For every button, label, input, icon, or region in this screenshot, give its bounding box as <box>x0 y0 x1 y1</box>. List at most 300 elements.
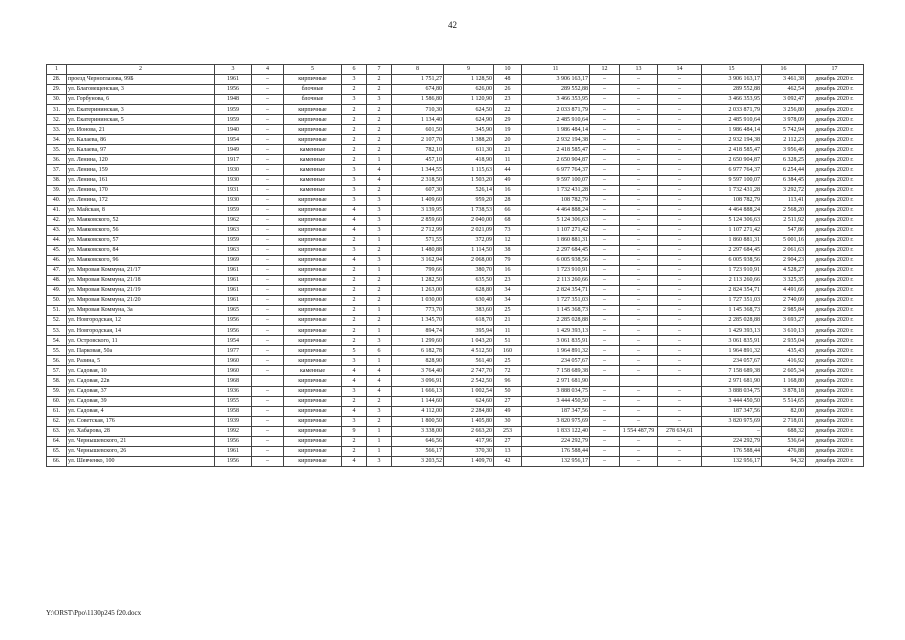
table-cell: 3 203,52 <box>392 456 444 466</box>
table-cell: – <box>620 205 658 215</box>
table-cell: декабрь 2020 г. <box>806 255 864 265</box>
table-cell: декабрь 2020 г. <box>806 215 864 225</box>
table-cell: 3 <box>367 225 392 235</box>
table-cell: 626,00 <box>444 85 494 95</box>
table-cell: 57. <box>47 366 67 376</box>
table-cell: – <box>590 75 620 85</box>
table-cell: декабрь 2020 г. <box>806 125 864 135</box>
table-cell: декабрь 2020 г. <box>806 175 864 185</box>
table-cell: 82,00 <box>762 406 806 416</box>
table-cell: 1954 <box>215 336 252 346</box>
table-cell: – <box>590 215 620 225</box>
table-cell: 2 <box>342 336 367 346</box>
table-cell: 1954 <box>215 135 252 145</box>
table-cell: 108 782,79 <box>522 195 590 205</box>
table-cell: 894,74 <box>392 326 444 336</box>
table-cell: 1 030,00 <box>392 296 444 306</box>
table-cell: ул. Садовая, 37 <box>67 386 215 396</box>
table-cell: – <box>620 95 658 105</box>
table-cell: 1 <box>367 436 392 446</box>
table-cell: 51. <box>47 306 67 316</box>
table-cell: 1963 <box>215 245 252 255</box>
table-cell: – <box>658 175 702 185</box>
table-cell: 96 <box>494 376 522 386</box>
table-cell: 1 <box>367 426 392 436</box>
table-cell: 289 552,88 <box>702 85 762 95</box>
table-cell: 2 <box>367 85 392 95</box>
table-cell: 40. <box>47 195 67 205</box>
table-cell: 63. <box>47 426 67 436</box>
table-cell: 2 <box>342 446 367 456</box>
table-cell: 457,10 <box>392 155 444 165</box>
table-cell: – <box>658 225 702 235</box>
table-cell: 1930 <box>215 165 252 175</box>
table-cell: 1 <box>367 306 392 316</box>
table-cell: – <box>658 406 702 416</box>
table-row <box>47 386 864 396</box>
column-header-6: 6 <box>342 65 367 75</box>
table-cell: 47. <box>47 265 67 275</box>
table-cell: 3 <box>367 336 392 346</box>
table-cell: 6 977 764,37 <box>702 165 762 175</box>
table-cell: – <box>620 185 658 195</box>
table-cell: декабрь 2020 г. <box>806 135 864 145</box>
table-cell: 3 906 163,17 <box>702 75 762 85</box>
table-cell: 1977 <box>215 346 252 356</box>
table-cell: 1 751,27 <box>392 75 444 85</box>
table-cell: кирпичные <box>284 265 342 275</box>
table-cell: 1 480,88 <box>392 245 444 255</box>
table-cell: декабрь 2020 г. <box>806 75 864 85</box>
table-cell: кирпичные <box>284 446 342 456</box>
table-cell <box>252 376 284 386</box>
table-cell: 1 <box>367 155 392 165</box>
table-cell: 2 <box>367 185 392 195</box>
table-cell: 1 388,20 <box>444 135 494 145</box>
table-cell: 4 512,50 <box>444 346 494 356</box>
table-cell: 2 <box>367 115 392 125</box>
table-cell: – <box>620 225 658 235</box>
table-cell: 1 345,70 <box>392 316 444 326</box>
table-cell: проезд Черноглазова, 99Б <box>67 75 215 85</box>
table-cell: 6 977 764,37 <box>522 165 590 175</box>
table-cell: 11 <box>494 326 522 336</box>
table-cell: 601,50 <box>392 125 444 135</box>
table-cell: 28. <box>47 75 67 85</box>
table-cell: 49 <box>494 406 522 416</box>
column-header-9: 9 <box>444 65 494 75</box>
table-cell: – <box>252 225 284 235</box>
table-cell: – <box>590 446 620 456</box>
table-cell: – <box>252 175 284 185</box>
table-cell: 65. <box>47 446 67 456</box>
table-cell: декабрь 2020 г. <box>806 145 864 155</box>
table-cell: – <box>658 306 702 316</box>
table-cell: 26 <box>494 85 522 95</box>
table-cell: – <box>252 426 284 436</box>
table-cell: 5 001,16 <box>762 235 806 245</box>
table-cell: ул. Маяковского, 96 <box>67 255 215 265</box>
table-cell: 1 134,40 <box>392 115 444 125</box>
table-cell: 1956 <box>215 316 252 326</box>
table-cell: 1 107 271,42 <box>522 225 590 235</box>
table-cell: 1 114,50 <box>444 245 494 255</box>
table-cell: 1931 <box>215 185 252 195</box>
table-cell: кирпичные <box>284 215 342 225</box>
table-cell: ул. Советская, 176 <box>67 416 215 426</box>
table-cell: 1 738,53 <box>444 205 494 215</box>
table-cell: каменные <box>284 185 342 195</box>
table-cell: 3 878,18 <box>762 386 806 396</box>
table-cell: 31. <box>47 105 67 115</box>
table-cell: 628,80 <box>444 286 494 296</box>
table-cell: 1 429 393,13 <box>702 326 762 336</box>
table-cell: 3 444 450,50 <box>702 396 762 406</box>
table-cell: – <box>658 296 702 306</box>
table-cell: 9 597 100,07 <box>702 175 762 185</box>
table-cell: – <box>252 135 284 145</box>
table-cell: – <box>590 165 620 175</box>
table-cell: 176 588,44 <box>702 446 762 456</box>
table-cell: – <box>590 125 620 135</box>
table-cell: 3 292,72 <box>762 185 806 195</box>
table-cell: ул. Калаева, 97 <box>67 145 215 155</box>
table-cell: 526,14 <box>444 185 494 195</box>
table-cell: 6 328,25 <box>762 155 806 165</box>
table-cell: – <box>252 265 284 275</box>
table-cell <box>590 376 620 386</box>
table-cell: 3 256,80 <box>762 105 806 115</box>
table-cell: 1961 <box>215 296 252 306</box>
table-cell: 2 <box>342 85 367 95</box>
table-cell: 64. <box>47 436 67 446</box>
table-cell: 3 <box>367 95 392 105</box>
table-cell: 1 043,20 <box>444 336 494 346</box>
table-cell: – <box>252 416 284 426</box>
table-cell: – <box>590 406 620 416</box>
table-cell: 60. <box>47 396 67 406</box>
table-cell: 66. <box>47 456 67 466</box>
table-cell: декабрь 2020 г. <box>806 115 864 125</box>
table-cell: 28 <box>494 195 522 205</box>
table-cell: 3 <box>367 195 392 205</box>
table-cell: 5 124 306,63 <box>522 215 590 225</box>
table-cell: 29 <box>494 115 522 125</box>
table-cell: 2 112,23 <box>762 135 806 145</box>
table-cell: декабрь 2020 г. <box>806 396 864 406</box>
column-header-12: 12 <box>590 65 620 75</box>
table-cell: 3 820 975,69 <box>522 416 590 426</box>
table-cell: 1959 <box>215 115 252 125</box>
table-cell: 3 906 163,17 <box>522 75 590 85</box>
table-cell: 5 <box>342 346 367 356</box>
table-cell: – <box>590 336 620 346</box>
table-cell: 4 <box>342 376 367 386</box>
table-cell: – <box>620 145 658 155</box>
table-row <box>47 225 864 235</box>
table-cell: – <box>252 386 284 396</box>
table-row <box>47 265 864 275</box>
table-cell: 418,90 <box>444 155 494 165</box>
table-cell: 2 418 585,47 <box>702 145 762 155</box>
table-cell: 345,90 <box>444 125 494 135</box>
table-cell: 3 <box>342 195 367 205</box>
table-cell: 35. <box>47 145 67 155</box>
table-cell: 1968 <box>215 376 252 386</box>
table-row <box>47 366 864 376</box>
table-cell: ул. Шевченко, 100 <box>67 456 215 466</box>
table-cell: – <box>252 326 284 336</box>
table-cell: 1960 <box>215 356 252 366</box>
table-cell: 1 800,50 <box>392 416 444 426</box>
table-cell: 1961 <box>215 446 252 456</box>
table-cell: 2 824 354,71 <box>702 286 762 296</box>
table-cell: – <box>590 436 620 446</box>
table-cell: – <box>658 386 702 396</box>
table-cell: 2 <box>342 296 367 306</box>
column-header-7: 7 <box>367 65 392 75</box>
table-cell: 4 <box>367 175 392 185</box>
table-cell: 4 464 888,24 <box>522 205 590 215</box>
table-cell: ул. Хабарова, 28 <box>67 426 215 436</box>
table-row <box>47 85 864 95</box>
table-cell: 56. <box>47 356 67 366</box>
table-cell: – <box>620 406 658 416</box>
table-cell: ул. Мировая Коммуна, 21/19 <box>67 286 215 296</box>
table-cell: 1 503,20 <box>444 175 494 185</box>
column-header-2: 2 <box>67 65 215 75</box>
table-cell: 1956 <box>215 456 252 466</box>
table-row <box>47 115 864 125</box>
table-cell: 6 005 938,56 <box>702 255 762 265</box>
table-cell: – <box>252 125 284 135</box>
table-cell: – <box>252 356 284 366</box>
table-cell: 2 935,04 <box>762 336 806 346</box>
table-cell: 51 <box>494 336 522 346</box>
table-cell: 1965 <box>215 306 252 316</box>
table-cell: 2 718,01 <box>762 416 806 426</box>
table-cell: 2 068,00 <box>444 255 494 265</box>
table-cell: 2 <box>367 125 392 135</box>
table-cell: кирпичные <box>284 316 342 326</box>
table-cell: 2 021,09 <box>444 225 494 235</box>
table-cell: – <box>658 205 702 215</box>
table-cell: кирпичные <box>284 356 342 366</box>
table-row <box>47 296 864 306</box>
table-row <box>47 326 864 336</box>
table-cell: 19 <box>494 125 522 135</box>
table-cell: – <box>590 115 620 125</box>
table-cell: – <box>590 366 620 376</box>
table-cell: – <box>620 446 658 456</box>
table-cell: – <box>620 416 658 426</box>
table-cell: 23 <box>494 275 522 285</box>
table-cell: 1959 <box>215 235 252 245</box>
table-cell: 4 <box>367 366 392 376</box>
table-cell: 1958 <box>215 406 252 416</box>
table-cell: – <box>590 265 620 275</box>
table-cell: 2 <box>367 275 392 285</box>
table-cell: – <box>620 336 658 346</box>
table-cell: 3 466 353,95 <box>522 95 590 105</box>
table-cell: 234 057,67 <box>702 356 762 366</box>
table-cell: 2 <box>342 396 367 406</box>
table-cell: 1 409,60 <box>392 195 444 205</box>
table-cell: 253 <box>494 426 522 436</box>
table-cell: 1955 <box>215 396 252 406</box>
table-row <box>47 446 864 456</box>
table-cell: – <box>620 215 658 225</box>
table-cell: 42 <box>494 456 522 466</box>
table-cell: 278 634,61 <box>658 426 702 436</box>
table-cell: – <box>590 245 620 255</box>
page-number: 42 <box>448 20 457 30</box>
table-cell: 108 782,79 <box>702 195 762 205</box>
table-cell: 607,30 <box>392 185 444 195</box>
table-cell: 3 693,27 <box>762 316 806 326</box>
table-cell: 1963 <box>215 225 252 235</box>
table-cell: 224 292,79 <box>702 436 762 446</box>
table-cell: 6 384,45 <box>762 175 806 185</box>
table-cell: 27 <box>494 396 522 406</box>
table-cell: ул. Майская, 8 <box>67 205 215 215</box>
table-cell: – <box>252 336 284 346</box>
table-cell: 37. <box>47 165 67 175</box>
table-cell: 2 284,80 <box>444 406 494 416</box>
table-cell: – <box>658 346 702 356</box>
column-header-14: 14 <box>658 65 702 75</box>
table-cell: 646,56 <box>392 436 444 446</box>
table-cell: – <box>658 215 702 225</box>
table-cell: 1 115,63 <box>444 165 494 175</box>
table-cell: ул. Ленина, 161 <box>67 175 215 185</box>
table-row <box>47 416 864 426</box>
table-cell: – <box>252 75 284 85</box>
column-header-8: 8 <box>392 65 444 75</box>
table-cell: – <box>590 205 620 215</box>
table-cell: 53. <box>47 326 67 336</box>
table-cell: – <box>252 286 284 296</box>
table-row <box>47 185 864 195</box>
table-cell: 46. <box>47 255 67 265</box>
table-cell: 38 <box>494 245 522 255</box>
table-cell: декабрь 2020 г. <box>806 275 864 285</box>
table-cell: 2 <box>342 125 367 135</box>
column-header-15: 15 <box>702 65 762 75</box>
table-cell: – <box>658 245 702 255</box>
table-cell: ул. Садовая, 10 <box>67 366 215 376</box>
table-cell: кирпичные <box>284 396 342 406</box>
table-cell: – <box>620 85 658 95</box>
table-cell: – <box>252 306 284 316</box>
table-cell: блочные <box>284 85 342 95</box>
table-cell: – <box>252 436 284 446</box>
table-cell: 624,90 <box>444 115 494 125</box>
table-cell: 2 <box>342 275 367 285</box>
table-cell: – <box>620 75 658 85</box>
table-cell: – <box>620 105 658 115</box>
table-cell: 42. <box>47 215 67 225</box>
table-row <box>47 75 864 85</box>
table-cell: декабрь 2020 г. <box>806 306 864 316</box>
table-cell: 4 528,27 <box>762 265 806 275</box>
table-cell: 536,64 <box>762 436 806 446</box>
table-cell: 3 <box>342 245 367 255</box>
table-header <box>47 65 864 75</box>
table-cell: 395,94 <box>444 326 494 336</box>
table-cell: – <box>590 145 620 155</box>
table-cell: 710,30 <box>392 105 444 115</box>
table-cell: 49. <box>47 286 67 296</box>
table-cell: 55. <box>47 346 67 356</box>
table-cell: – <box>658 446 702 456</box>
table-cell: – <box>620 135 658 145</box>
table-cell: кирпичные <box>284 306 342 316</box>
table-cell: 1 344,55 <box>392 165 444 175</box>
table-cell: – <box>252 205 284 215</box>
table-cell: 2 <box>367 296 392 306</box>
table-cell: 2 542,50 <box>444 376 494 386</box>
table-cell: 3 <box>367 205 392 215</box>
table-cell: – <box>590 426 620 436</box>
table-cell: 1 554 487,79 <box>620 426 658 436</box>
table-row <box>47 456 864 466</box>
table-cell: 1940 <box>215 125 252 135</box>
table-cell: 36. <box>47 155 67 165</box>
table-cell: 2 107,70 <box>392 135 444 145</box>
table-cell: декабрь 2020 г. <box>806 265 864 275</box>
table-cell: – <box>590 326 620 336</box>
table-body <box>47 75 864 467</box>
table-cell: 9 <box>342 426 367 436</box>
table-cell: 417,96 <box>444 436 494 446</box>
table-cell: 3 <box>342 75 367 85</box>
table-cell: – <box>252 275 284 285</box>
table-cell: 1 409,70 <box>444 456 494 466</box>
table-cell: – <box>590 235 620 245</box>
table-cell: 1 299,60 <box>392 336 444 346</box>
table-cell: 688,32 <box>762 426 806 436</box>
table-cell: – <box>252 245 284 255</box>
table-cell: кирпичные <box>284 386 342 396</box>
table-cell: декабрь 2020 г. <box>806 386 864 396</box>
table-cell: 1 405,80 <box>444 416 494 426</box>
table-cell: 1960 <box>215 366 252 376</box>
table-cell: – <box>620 346 658 356</box>
table-cell: 7 158 689,38 <box>702 366 762 376</box>
table-cell: 4 <box>342 255 367 265</box>
table-cell: 3 061 835,91 <box>702 336 762 346</box>
table-cell: 22 <box>494 105 522 115</box>
table-cell: 3 <box>342 165 367 175</box>
table-cell: 561,40 <box>444 356 494 366</box>
table-cell: 2 712,99 <box>392 225 444 235</box>
table-cell: 2 904,23 <box>762 255 806 265</box>
table-cell: 2 418 585,47 <box>522 145 590 155</box>
table-cell: 30. <box>47 95 67 105</box>
table-cell: – <box>658 436 702 446</box>
table-cell: декабрь 2020 г. <box>806 456 864 466</box>
table-cell: 2 <box>342 235 367 245</box>
table-cell: 79 <box>494 255 522 265</box>
table-cell: 7 158 689,38 <box>522 366 590 376</box>
table-row <box>47 255 864 265</box>
table-row <box>47 275 864 285</box>
table-cell: 435,43 <box>762 346 806 356</box>
table-cell: 2 <box>342 436 367 446</box>
table-cell: 52. <box>47 316 67 326</box>
table-cell: 39. <box>47 185 67 195</box>
